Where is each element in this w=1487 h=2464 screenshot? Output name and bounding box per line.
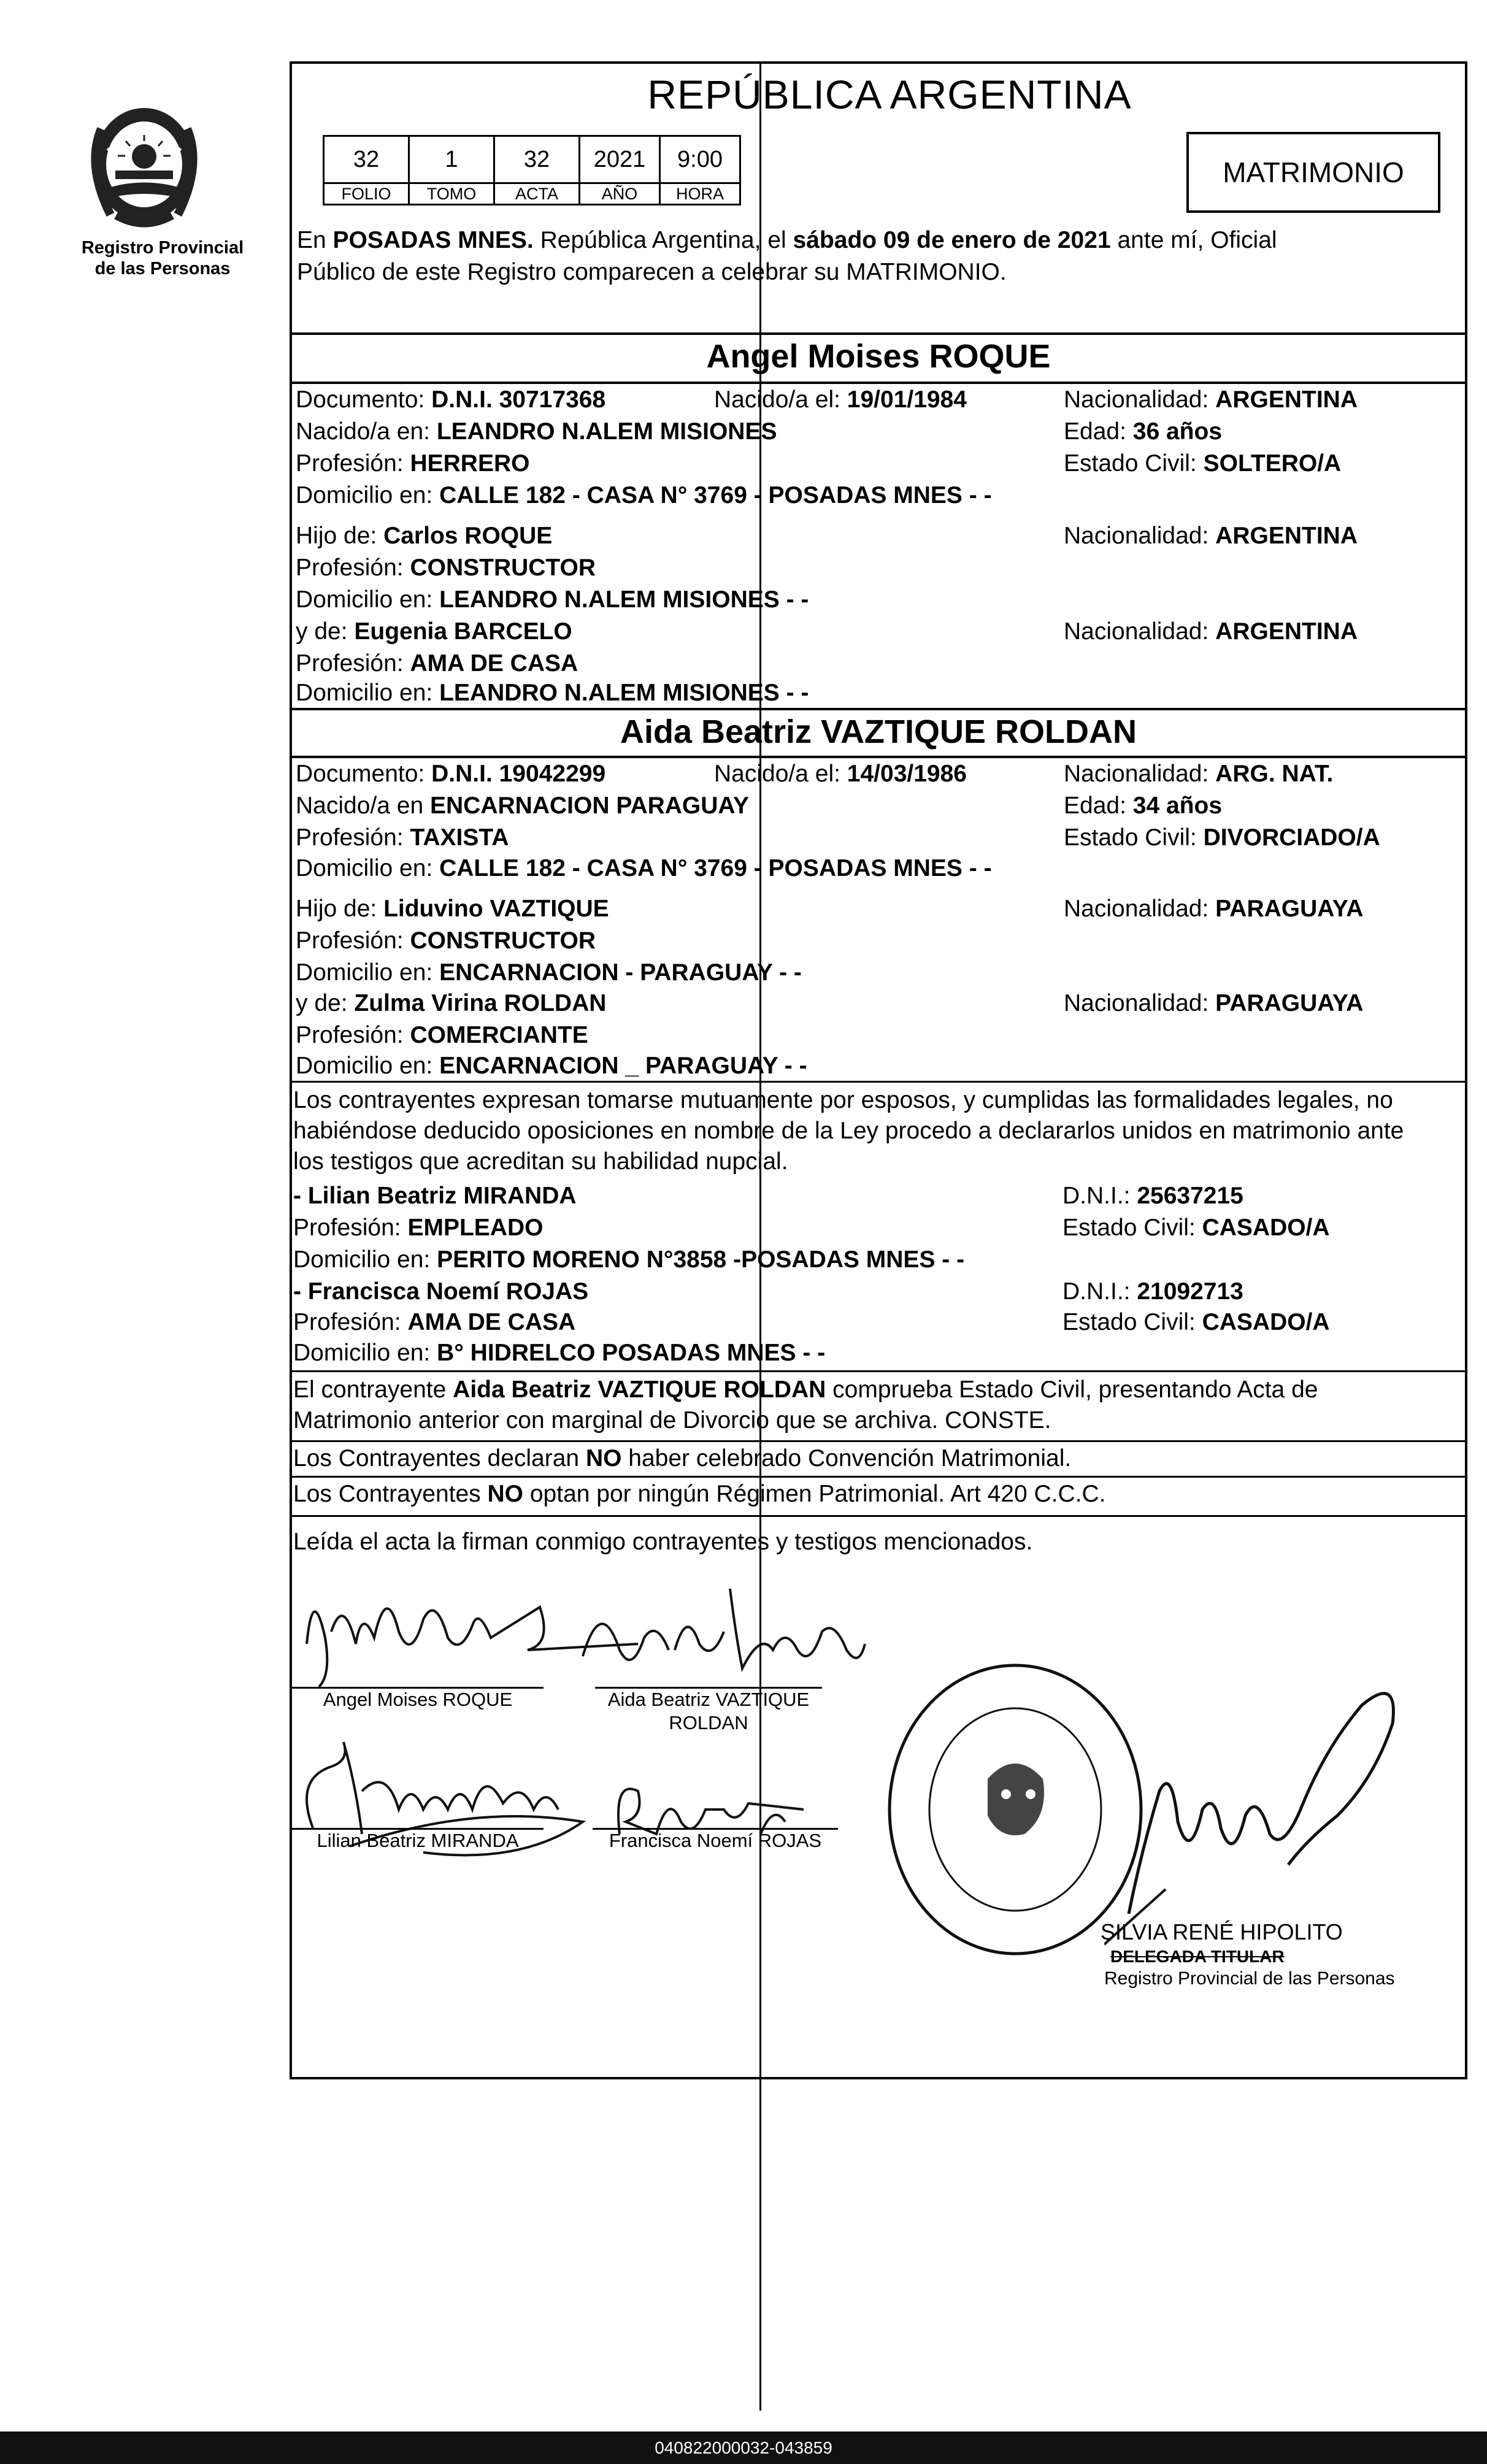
regime-statement: Los Contrayentes NO optan por ningún Régimen Patrimonial. Art 420 C.C.C.	[293, 1481, 1106, 1507]
witness-1-signature-label: Lilian Beatriz MIRANDA	[317, 1830, 519, 1851]
groom-civil-status: Estado Civil: SOLTERO/A	[1064, 450, 1342, 477]
witness-1-address: Domicilio en: PERITO MORENO N°3858 -POSADAS MNES - -	[293, 1246, 965, 1273]
closing-statement: Leída el acta la firman conmigo contrayentes y testigos mencionados.	[293, 1529, 1033, 1555]
document-code-footer: 040822000032-043859	[0, 2431, 1487, 2464]
divider	[290, 332, 1467, 335]
divider	[290, 1440, 1467, 1442]
bride-birth-place: Nacido/a en ENCARNACION PARAGUAY	[296, 793, 750, 819]
divider	[290, 1370, 1467, 1372]
officer-role: DELEGADA TITULAR	[1110, 1947, 1285, 1966]
tomo-label: TOMO	[409, 183, 494, 205]
bride-age: Edad: 34 años	[1064, 793, 1223, 819]
witness-1-profession: Profesión: EMPLEADO	[293, 1215, 544, 1241]
declaration-line-3: los testigos que acreditan su habilidad nupcial.	[293, 1148, 788, 1175]
groom-address: Domicilio en: CALLE 182 - CASA N° 3769 - POSADAS MNES - -	[296, 482, 992, 509]
bride-document: Documento: D.N.I. 19042299	[296, 761, 606, 787]
bride-profession: Profesión: TAXISTA	[296, 824, 509, 851]
bride-mother-address: Domicilio en: ENCARNACION _ PARAGUAY - -	[296, 1053, 807, 1079]
bride-mother-profession: Profesión: COMERCIANTE	[296, 1022, 588, 1048]
intro-line-2: Público de este Registro comparecen a celebrar su MATRIMONIO.	[297, 259, 1007, 285]
fold-line	[759, 61, 761, 2411]
groom-age: Edad: 36 años	[1064, 418, 1223, 445]
intro-place: POSADAS MNES.	[332, 227, 534, 253]
civil-status-note-line-1: El contrayente Aida Beatriz VAZTIQUE ROLDAN comprueba Estado Civil, presentando Acta de	[293, 1376, 1318, 1403]
divider	[290, 1515, 1467, 1517]
acta-label: ACTA	[494, 183, 580, 205]
civil-status-note-line-2: Matrimonio anterior con marginal de Divorcio que se archiva. CONSTE.	[293, 1407, 1051, 1433]
groom-nationality: Nacionalidad: ARGENTINA	[1064, 386, 1358, 413]
bride-signature-label-2: ROLDAN	[669, 1712, 748, 1733]
bride-birth-date: Nacido/a el: 14/03/1986	[714, 761, 967, 787]
groom-mother-profession: Profesión: AMA DE CASA	[296, 650, 578, 677]
groom-father-profession: Profesión: CONSTRUCTOR	[296, 555, 596, 581]
groom-name: Angel Moises ROQUE	[706, 338, 1051, 375]
groom-mother-nationality: Nacionalidad: ARGENTINA	[1064, 618, 1358, 645]
registry-meta-table	[323, 135, 741, 205]
groom-profession: Profesión: HERRERO	[296, 450, 530, 477]
bride-father: Hijo de: Liduvino VAZTIQUE	[296, 896, 609, 922]
groom-birth-place: Nacido/a en: LEANDRO N.ALEM MISIONES	[296, 418, 777, 445]
act-type-box: MATRIMONIO	[1186, 132, 1440, 213]
logo-line1: Registro Provincial	[81, 238, 244, 258]
officer-organization: Registro Provincial de las Personas	[1104, 1968, 1395, 1989]
witness-2-dni: D.N.I.: 21092713	[1062, 1278, 1243, 1305]
anio-value: 2021	[580, 136, 660, 183]
groom-father-nationality: Nacionalidad: ARGENTINA	[1064, 523, 1358, 549]
intro-line-1: En POSADAS MNES. República Argentina, el sábado 09 de enero de 2021 ante mí, Oficial	[297, 227, 1277, 253]
hora-value: 9:00	[660, 136, 740, 183]
bride-father-profession: Profesión: CONSTRUCTOR	[296, 927, 596, 954]
bride-nationality: Nacionalidad: ARG. NAT.	[1064, 761, 1334, 787]
logo-line2: de las Personas	[94, 259, 231, 278]
acta-value: 32	[494, 136, 580, 183]
witness-1-name: - Lilian Beatriz MIRANDA	[293, 1183, 577, 1209]
folio-value: 32	[324, 136, 409, 183]
witness-2-address: Domicilio en: B° HIDRELCO POSADAS MNES - -	[293, 1340, 826, 1366]
bride-mother-nationality: Nacionalidad: PARAGUAYA	[1064, 990, 1364, 1016]
witness-1-civil-status: Estado Civil: CASADO/A	[1062, 1215, 1330, 1241]
declaration-line-2: habiéndose deducido oposiciones en nombre de la Ley procedo a declararlos unidos en matrimonio ante	[293, 1118, 1404, 1144]
provincial-coat-of-arms-icon	[74, 92, 215, 233]
witness-2-signature-label: Francisca Noemí ROJAS	[609, 1830, 822, 1851]
bride-signature-label-1: Aida Beatriz VAZTIQUE	[607, 1689, 810, 1710]
declaration-line-1: Los contrayentes expresan tomarse mutuamente por esposos, y cumplidas las formalidades legales, no	[293, 1087, 1393, 1113]
tomo-value: 1	[409, 136, 494, 183]
intro-date: sábado 09 de enero de 2021	[793, 227, 1111, 253]
anio-label: AÑO	[580, 183, 660, 205]
folio-label: FOLIO	[324, 183, 409, 205]
hora-label: HORA	[660, 183, 740, 205]
bride-name: Aida Beatriz VAZTIQUE ROLDAN	[620, 713, 1137, 750]
registry-logo	[74, 92, 252, 279]
witness-2-civil-status: Estado Civil: CASADO/A	[1062, 1309, 1330, 1335]
groom-mother-address: Domicilio en: LEANDRO N.ALEM MISIONES - -	[296, 680, 809, 706]
convention-statement: Los Contrayentes declaran NO haber celebrado Convención Matrimonial.	[293, 1445, 1072, 1472]
groom-father: Hijo de: Carlos ROQUE	[296, 523, 553, 549]
witness-1-dni: D.N.I.: 25637215	[1062, 1183, 1243, 1209]
groom-mother: y de: Eugenia BARCELO	[296, 618, 572, 645]
groom-father-address: Domicilio en: LEANDRO N.ALEM MISIONES - -	[296, 586, 809, 613]
groom-signature-label: Angel Moises ROQUE	[323, 1689, 513, 1710]
country-title: REPÚBLICA ARGENTINA	[647, 72, 1132, 117]
bride-signature	[577, 1583, 871, 1687]
divider	[290, 1476, 1467, 1478]
bride-address: Domicilio en: CALLE 182 - CASA N° 3769 - POSADAS MNES - -	[296, 855, 992, 881]
officer-name: SILVIA RENÉ HIPOLITO	[1101, 1919, 1343, 1944]
bride-civil-status: Estado Civil: DIVORCIADO/A	[1064, 824, 1380, 851]
witness-2-profession: Profesión: AMA DE CASA	[293, 1309, 576, 1335]
bride-father-address: Domicilio en: ENCARNACION - PARAGUAY - -	[296, 959, 802, 986]
officer-signature	[1104, 1668, 1423, 1951]
witness-2-name: - Francisca Noemí ROJAS	[293, 1278, 589, 1305]
bride-mother: y de: Zulma Virina ROLDAN	[296, 990, 607, 1016]
divider	[290, 708, 1467, 710]
bride-father-nationality: Nacionalidad: PARAGUAYA	[1064, 896, 1364, 922]
groom-document: Documento: D.N.I. 30717368	[296, 386, 606, 413]
groom-birth-date: Nacido/a el: 19/01/1984	[714, 386, 967, 413]
divider	[290, 1081, 1467, 1083]
